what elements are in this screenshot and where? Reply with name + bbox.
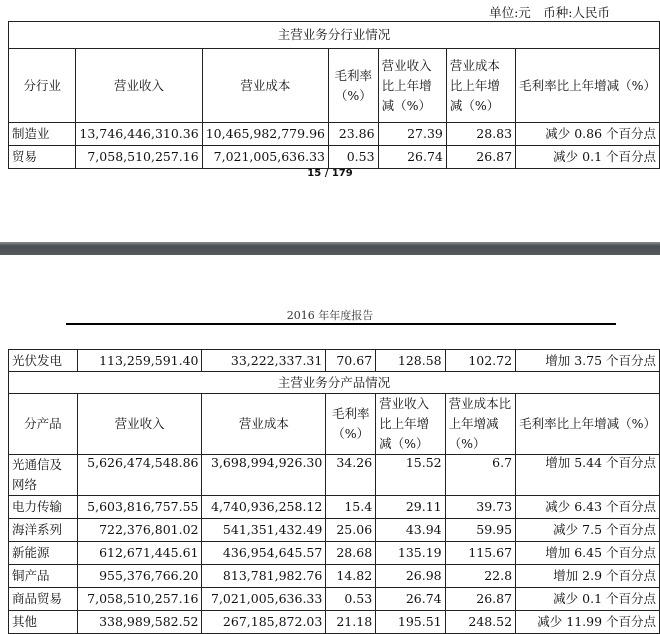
table-row <box>9 350 660 372</box>
pdf-page-16 <box>0 255 660 629</box>
row-label: 光通信及网络 <box>9 455 78 496</box>
cell-value: 267,185,872.03 <box>202 611 326 634</box>
column-header: 营业收入比上年增减（%） <box>376 394 445 455</box>
industry-table <box>8 21 660 169</box>
pdf-page-15 <box>0 0 660 242</box>
cell-value: 7,021,005,636.33 <box>202 146 328 169</box>
cell-value: 增加 5.44 个百分点 <box>516 455 660 496</box>
column-header: 毛利率（%） <box>326 394 376 455</box>
product-table <box>8 349 660 634</box>
cell-value: 26.74 <box>378 146 446 169</box>
cell-value: 27.39 <box>378 123 446 146</box>
table-row <box>9 519 660 542</box>
cell-value: 3,698,994,926.30 <box>202 455 326 496</box>
cell-value: 135.19 <box>376 542 445 565</box>
table-row <box>9 455 660 496</box>
table-title: 主营业务分行业情况 <box>9 22 660 49</box>
column-header: 营业成本比上年增减（%） <box>446 49 515 123</box>
cell-value: 减少 0.86 个百分点 <box>516 123 660 146</box>
cell-value: 减少 7.5 个百分点 <box>516 519 660 542</box>
cell-value: 10,465,982,779.96 <box>202 123 328 146</box>
cell-value: 612,671,445.61 <box>77 542 202 565</box>
column-header: 营业成本 <box>202 49 328 123</box>
column-header: 营业收入 <box>76 49 202 123</box>
row-label: 其他 <box>9 611 78 634</box>
column-header: 毛利率比上年增减（%） <box>516 49 660 123</box>
cell-value: 115.67 <box>445 542 515 565</box>
cell-value: 722,376,801.02 <box>77 519 202 542</box>
cell-value: 6.7 <box>445 455 515 496</box>
row-label: 电力传输 <box>9 496 78 519</box>
cell-value: 15.4 <box>326 496 376 519</box>
report-header: 2016 年年度报告 <box>286 309 374 322</box>
table-row <box>9 496 660 519</box>
cell-value: 195.51 <box>376 611 445 634</box>
cell-value: 248.52 <box>445 611 515 634</box>
cell-value: 增加 3.75 个百分点 <box>516 350 660 372</box>
table-row <box>9 542 660 565</box>
page-separator <box>0 242 660 255</box>
cell-value: 减少 6.43 个百分点 <box>516 496 660 519</box>
cell-value: 14.82 <box>326 565 376 588</box>
row-label: 制造业 <box>9 123 76 146</box>
cell-value: 26.87 <box>446 146 515 169</box>
cell-value: 28.68 <box>326 542 376 565</box>
table-row <box>9 123 660 146</box>
cell-value: 13,746,446,310.36 <box>76 123 202 146</box>
cell-value: 541,351,432.49 <box>202 519 326 542</box>
cell-value: 23.86 <box>328 123 378 146</box>
cell-value: 减少 0.1 个百分点 <box>516 146 660 169</box>
column-header: 分行业 <box>9 49 76 123</box>
cell-value: 113,259,591.40 <box>77 350 202 372</box>
column-header: 营业成本比上年增减（%） <box>445 394 515 455</box>
cell-value: 70.67 <box>326 350 376 372</box>
cell-value: 5,626,474,548.86 <box>77 455 202 496</box>
cell-value: 15.52 <box>376 455 445 496</box>
table-title: 主营业务分产品情况 <box>9 372 660 394</box>
cell-value: 33,222,337.31 <box>202 350 326 372</box>
cell-value: 29.11 <box>376 496 445 519</box>
cell-value: 减少 0.1 个百分点 <box>516 588 660 611</box>
row-label: 新能源 <box>9 542 78 565</box>
cell-value: 26.87 <box>445 588 515 611</box>
cell-value: 128.58 <box>376 350 445 372</box>
column-header: 营业收入 <box>77 394 202 455</box>
cell-value: 813,781,982.76 <box>202 565 326 588</box>
cell-value: 25.06 <box>326 519 376 542</box>
cell-value: 4,740,936,258.12 <box>202 496 326 519</box>
cell-value: 436,954,645.57 <box>202 542 326 565</box>
cell-value: 955,376,766.20 <box>77 565 202 588</box>
unit-currency-label: 单位:元 币种:人民币 <box>489 5 610 20</box>
cell-value: 59.95 <box>445 519 515 542</box>
cell-value: 5,603,816,757.55 <box>77 496 202 519</box>
row-label: 光伏发电 <box>9 350 78 372</box>
cell-value: 26.98 <box>376 565 445 588</box>
table-title-row <box>9 22 660 49</box>
cell-value: 22.8 <box>445 565 515 588</box>
cell-value: 34.26 <box>326 455 376 496</box>
table-header-row <box>9 394 660 455</box>
table-row <box>9 588 660 611</box>
table-title-row <box>9 372 660 394</box>
table-row <box>9 146 660 169</box>
cell-value: 0.53 <box>326 588 376 611</box>
column-header: 毛利率比上年增减（%） <box>516 394 660 455</box>
header-rule <box>66 323 616 325</box>
cell-value: 28.83 <box>446 123 515 146</box>
cell-value: 21.18 <box>326 611 376 634</box>
column-header: 分产品 <box>9 394 78 455</box>
cell-value: 102.72 <box>445 350 515 372</box>
page-number: 15 / 179 <box>307 168 353 179</box>
cell-value: 7,058,510,257.16 <box>77 588 202 611</box>
row-label: 贸易 <box>9 146 76 169</box>
cell-value: 7,021,005,636.33 <box>202 588 326 611</box>
table-row <box>9 611 660 634</box>
row-label: 铜产品 <box>9 565 78 588</box>
cell-value: 43.94 <box>376 519 445 542</box>
table-row <box>9 565 660 588</box>
table-header-row <box>9 49 660 123</box>
cell-value: 26.74 <box>376 588 445 611</box>
cell-value: 0.53 <box>328 146 378 169</box>
cell-value: 增加 6.45 个百分点 <box>516 542 660 565</box>
column-header: 营业收入比上年增减（%） <box>378 49 446 123</box>
cell-value: 338,989,582.52 <box>77 611 202 634</box>
cell-value: 7,058,510,257.16 <box>76 146 202 169</box>
column-header: 毛利率（%） <box>328 49 378 123</box>
row-label: 商品贸易 <box>9 588 78 611</box>
cell-value: 减少 11.99 个百分点 <box>516 611 660 634</box>
cell-value: 39.73 <box>445 496 515 519</box>
row-label: 海洋系列 <box>9 519 78 542</box>
column-header: 营业成本 <box>202 394 326 455</box>
cell-value: 增加 2.9 个百分点 <box>516 565 660 588</box>
